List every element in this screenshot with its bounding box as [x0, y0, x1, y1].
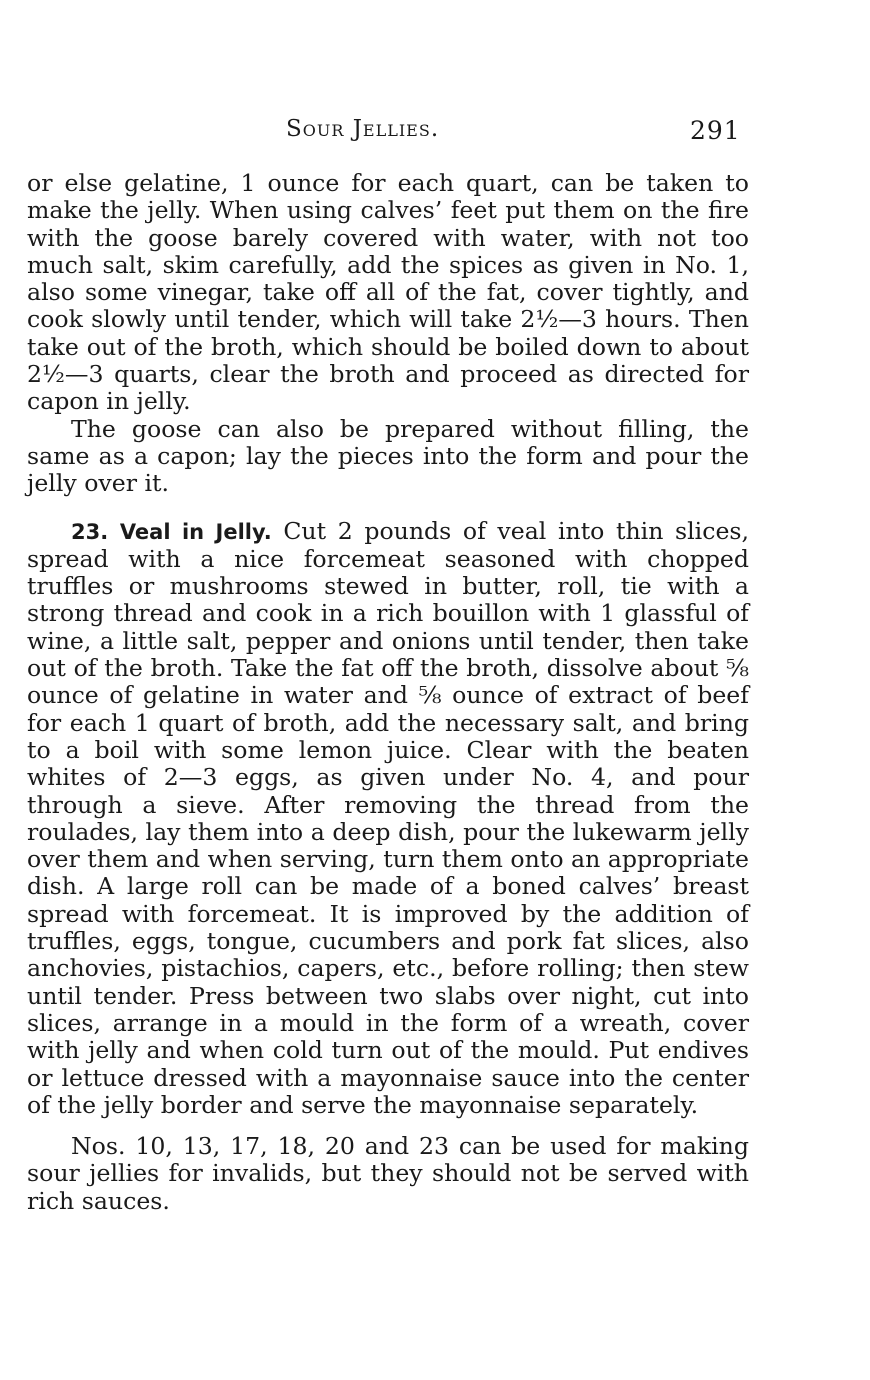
body-text	[27, 170, 749, 1215]
paragraph-continuation: or else gelatine, 1 ounce for each quart, can be taken to make the jelly. When using calves’ feet put them on the fire with the goose barely covered with water, with not too much salt, skim carefully, add the spices as given in No. 1, also some vinegar, take off all of the fat, cover tightly, and cook slowly until tender, which will take 2½—3 hours. Then take out of the broth, which should be boiled down to about 2½—3 quarts, clear the broth and proceed as directed for capon in jelly.	[27, 169, 749, 416]
paragraph-invalids-note: Nos. 10, 13, 17, 18, 20 and 23 can be used for making sour jellies for invalids, but they should not be served with rich sauces.	[27, 1132, 749, 1215]
page-number: 291	[690, 116, 741, 145]
running-title: Sour Jellies.	[286, 116, 440, 142]
recipe-title: Veal in Jelly.	[119, 519, 272, 544]
recipe-number: 23.	[71, 519, 109, 544]
paragraph-goose-note: The goose can also be prepared without filling, the same as a capon; lay the pieces into the form and pour the jelly over it.	[27, 414, 749, 498]
recipe-text: Cut 2 pounds of veal into thin slices, spread with a nice forcemeat seasoned with chopped truffles or mushrooms stewed in butter, roll, tie with a strong thread and cook in a rich bouillon with 1 glassful of wine, a little salt, pepper and onions until tender, then take out of the broth. Take the fat off the broth, dissolve about ⅝ ounce of gelatine in water and ⅝ ounce of extract of beef for each 1 quart of broth, add the necessary salt, and bring to a boil with some lemon juice. Clear with the beaten whites of 2—3 eggs, as given under No. 4, and pour through a sieve. After removing the thread from the roulades, lay them into a deep dish, pour the lukewarm jelly over them and when serving, turn them onto an appropriate dish. A large roll can be made of a boned calves’ breast spread with forcemeat. It is improved by the addition of truffles, eggs, tongue, cucumbers and pork fat slices, also anchovies, pistachios, capers, etc., before rolling; then stew until tender. Press between two slabs over night, cut into slices, arrange in a mould in the form of a wreath, cover with jelly and when cold turn out of the mould. Put endives or lettuce dressed with a mayonnaise sauce into the center of the jelly border and serve the mayonnaise separately.	[27, 516, 750, 1119]
running-head	[0, 116, 870, 150]
recipe-veal-in-jelly	[27, 518, 749, 1120]
